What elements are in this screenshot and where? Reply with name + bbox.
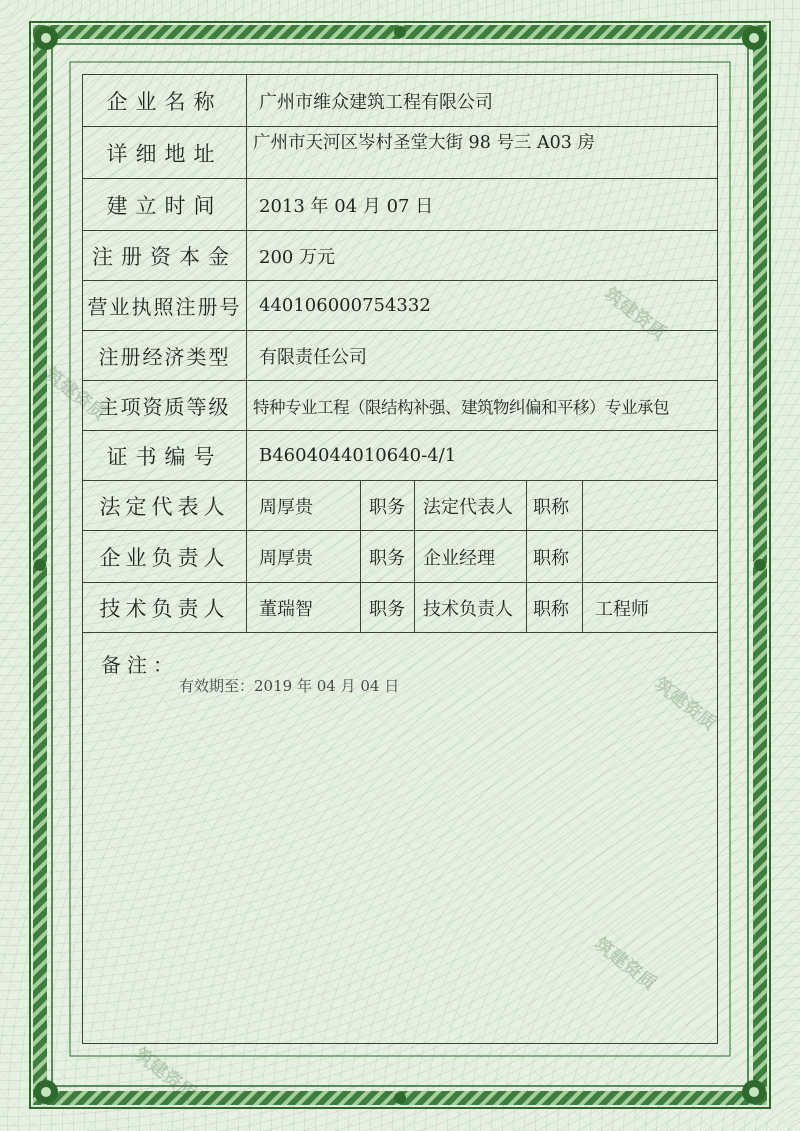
label-license-no: 营业执照注册号 (83, 281, 247, 330)
label-tech-head: 技术负责人 (83, 583, 247, 632)
value-founded: 2013 年 04 月 07 日 (259, 195, 434, 217)
value-tech-head-duty: 技术负责人 (423, 598, 513, 620)
value-tech-head-title: 工程师 (595, 598, 649, 620)
row-economic-type (83, 331, 717, 381)
label-capital: 注册资本金 (83, 231, 247, 280)
label-company-name: 企业名称 (83, 75, 247, 126)
remark-label: 备注： (101, 653, 179, 677)
value-legal-rep-duty: 法定代表人 (423, 496, 513, 518)
watermark-text: 筑建资质 (650, 673, 720, 735)
label-company-head: 企业负责人 (83, 531, 247, 582)
row-cert-no (83, 431, 717, 481)
value-qualification: 特种专业工程（限结构补强、建筑物纠偏和平移）专业承包 (253, 397, 669, 417)
row-founded (83, 179, 717, 231)
row-qualification (83, 381, 717, 431)
row-capital (83, 231, 717, 281)
value-economic-type: 有限责任公司 (259, 346, 367, 368)
row-license-no (83, 281, 717, 331)
value-company-head-name: 周厚贵 (259, 547, 313, 569)
label-tech-head-title: 职称 (533, 598, 569, 620)
label-legal-rep-title: 职称 (533, 496, 569, 518)
row-address (83, 127, 717, 179)
certificate-table (82, 74, 718, 1044)
label-economic-type: 注册经济类型 (83, 331, 247, 380)
validity-date: 有效期至：2019 年 04 月 04 日 (179, 677, 400, 695)
watermark-text: 筑建资质 (590, 933, 660, 995)
label-legal-rep-duty: 职务 (369, 496, 405, 518)
watermark-text: 筑建资质 (600, 283, 670, 345)
value-company-name: 广州市维众建筑工程有限公司 (259, 91, 493, 113)
value-company-head-duty: 企业经理 (423, 547, 495, 569)
value-capital: 200 万元 (259, 246, 336, 268)
label-qualification: 主项资质等级 (83, 381, 247, 430)
label-legal-rep: 法定代表人 (83, 481, 247, 530)
value-legal-rep-name: 周厚贵 (259, 496, 313, 518)
label-company-head-title: 职称 (533, 547, 569, 569)
watermark-text: 筑建资质 (40, 363, 110, 425)
label-cert-no: 证书编号 (83, 431, 247, 480)
label-tech-head-duty: 职务 (369, 598, 405, 620)
row-company-name (83, 75, 717, 127)
value-cert-no: B4604044010640-4/1 (259, 445, 457, 466)
watermark-text: 筑建资质 (130, 1043, 200, 1105)
row-legal-rep (83, 481, 717, 531)
label-founded: 建立时间 (83, 179, 247, 230)
row-company-head (83, 531, 717, 583)
label-address: 详细地址 (83, 127, 247, 178)
value-address: 广州市天河区岑村圣堂大街 98 号三 A03 房 (253, 133, 595, 153)
value-tech-head-name: 董瑞智 (259, 598, 313, 620)
label-company-head-duty: 职务 (369, 547, 405, 569)
row-tech-head (83, 583, 717, 633)
value-license-no: 440106000754332 (259, 295, 431, 316)
